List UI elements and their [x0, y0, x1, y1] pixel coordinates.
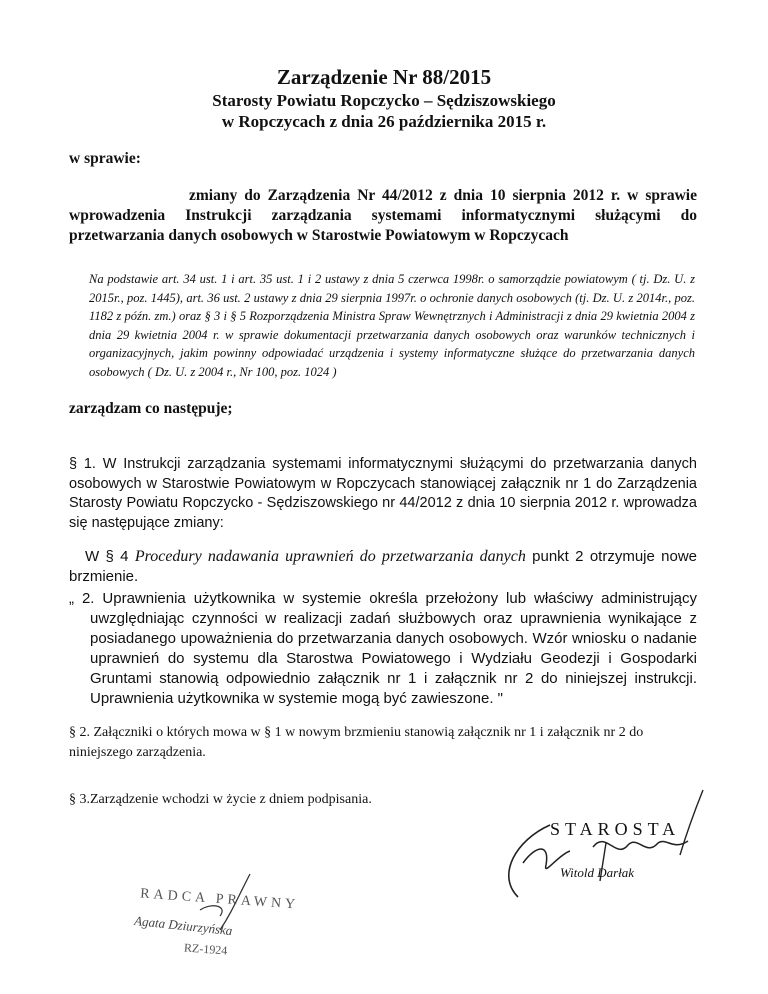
place-date-line: w Ropczycach z dnia 26 października 2015 r.	[221, 112, 547, 131]
section-2-text: Załączniki o których mowa w § 1 w nowym brzmieniu stanowią załącznik nr 1 i załącznik nr 2 do niniejszego zarządzenia.	[69, 725, 644, 760]
section-2	[69, 723, 697, 763]
document-title: Zarządzenie Nr 88/2015	[276, 65, 492, 89]
section-3	[69, 792, 372, 808]
starosta-stamp-name: Witold Darłak	[560, 865, 635, 880]
amendment-lead-suffix: punkt 2 otrzymuje nowe brzmienie.	[69, 548, 698, 585]
section-2-marker: § 2.	[69, 725, 90, 740]
legal-counsel-number: RZ-1924	[183, 940, 228, 958]
starosta-stamp-title: STAROSTA	[550, 819, 681, 839]
starosta-signature-graphic	[488, 785, 718, 905]
issuer-line: Starosty Powiatu Ropczycko – Sędziszowskiego	[212, 91, 556, 110]
section-1	[69, 455, 697, 533]
legal-counsel-stamp	[133, 872, 340, 972]
section-3-text: Zarządzenie wchodzi w życie z dniem podpisania.	[90, 792, 372, 807]
amendment-point-2: „ 2. Uprawnienia użytkownika w systemie określa przełożony lub właściwy administrujący uwzględniając czynności w realizacji zadań służbowych oraz uprawnienia wynikające z posiadanego upoważnienia do przetwarzania danych osobowych. Wzór wniosku o nadanie uprawnień do systemu dla Starostwa Powiatowego i Wydziału Geodezji i Gospodarki Gruntami stanowią odpowiednio załącznik nr 1 i załącznik nr 2 do niniejszej instrukcji. Uprawnienia użytkownika w systemie mogą być zawieszone. "	[69, 590, 697, 707]
section-1-marker: § 1.	[69, 456, 96, 472]
section-3-marker: § 3.	[69, 792, 90, 807]
amendment-block	[69, 547, 697, 709]
document-header	[0, 64, 768, 132]
subject-label: w sprawie:	[69, 150, 141, 167]
legal-basis: Na podstawie art. 34 ust. 1 i art. 35 ust. 1 i 2 ustawy z dnia 5 czerwca 1998r. o samorządzie powiatowym ( tj. Dz. U. z 2015r., poz. 1445), art. 36 ust. 2 ustawy z dnia 29 sierpnia 1997r. o ochronie danych osobowych (tj. Dz. U. z 2014r., poz. 1182 z późn. zm.) oraz § 3 i § 5 Rozporządzenia Ministra Spraw Wewnętrznych i Administracji z dnia 29 kwietnia 2004 z dnia 29 kwietnia 2004 r. w sprawie dokumentacji przetwarzania danych osobowych oraz warunków technicznych i organizacyjnych, jakim powinny odpowiadać urządzenia i systemy informatyczne służące do przetwarzania danych osobowych ( Dz. U. z 2004 r., Nr 100, poz. 1024 )	[89, 272, 695, 379]
subject-text: zmiany do Zarządzenia Nr 44/2012 z dnia 10 sierpnia 2012 r. w sprawie wprowadzenia Instrukcji zarządzania systemami informatycznymi służącymi do przetwarzania danych osobowych w Starostwie Powiatowym w Ropczycach	[69, 187, 697, 244]
starosta-stamp	[488, 785, 718, 905]
legal-counsel-title: RADCA PRAWNY	[139, 886, 300, 913]
decree-line: zarządzam co następuje;	[69, 400, 233, 417]
amendment-procedure-title: Procedury nadawania uprawnień do przetwarzania danych	[134, 548, 526, 565]
amendment-lead	[69, 547, 697, 587]
section-1-text: W Instrukcji zarządzania systemami informatycznymi służącymi do przetwarzania danych osobowych w Starostwie Powiatowym w Ropczycach stanowiącej załącznik nr 1 do Zarządzenia Starosty Powiatu Ropczycko - Sędziszowskiego nr 44/2012 z dnia 10 sierpnia 2012 r. wprowadza się następujące zmiany:	[69, 456, 697, 531]
legal-counsel-name: Agata Dziurzyńska	[133, 912, 234, 939]
amendment-lead-prefix: W § 4	[85, 548, 129, 565]
